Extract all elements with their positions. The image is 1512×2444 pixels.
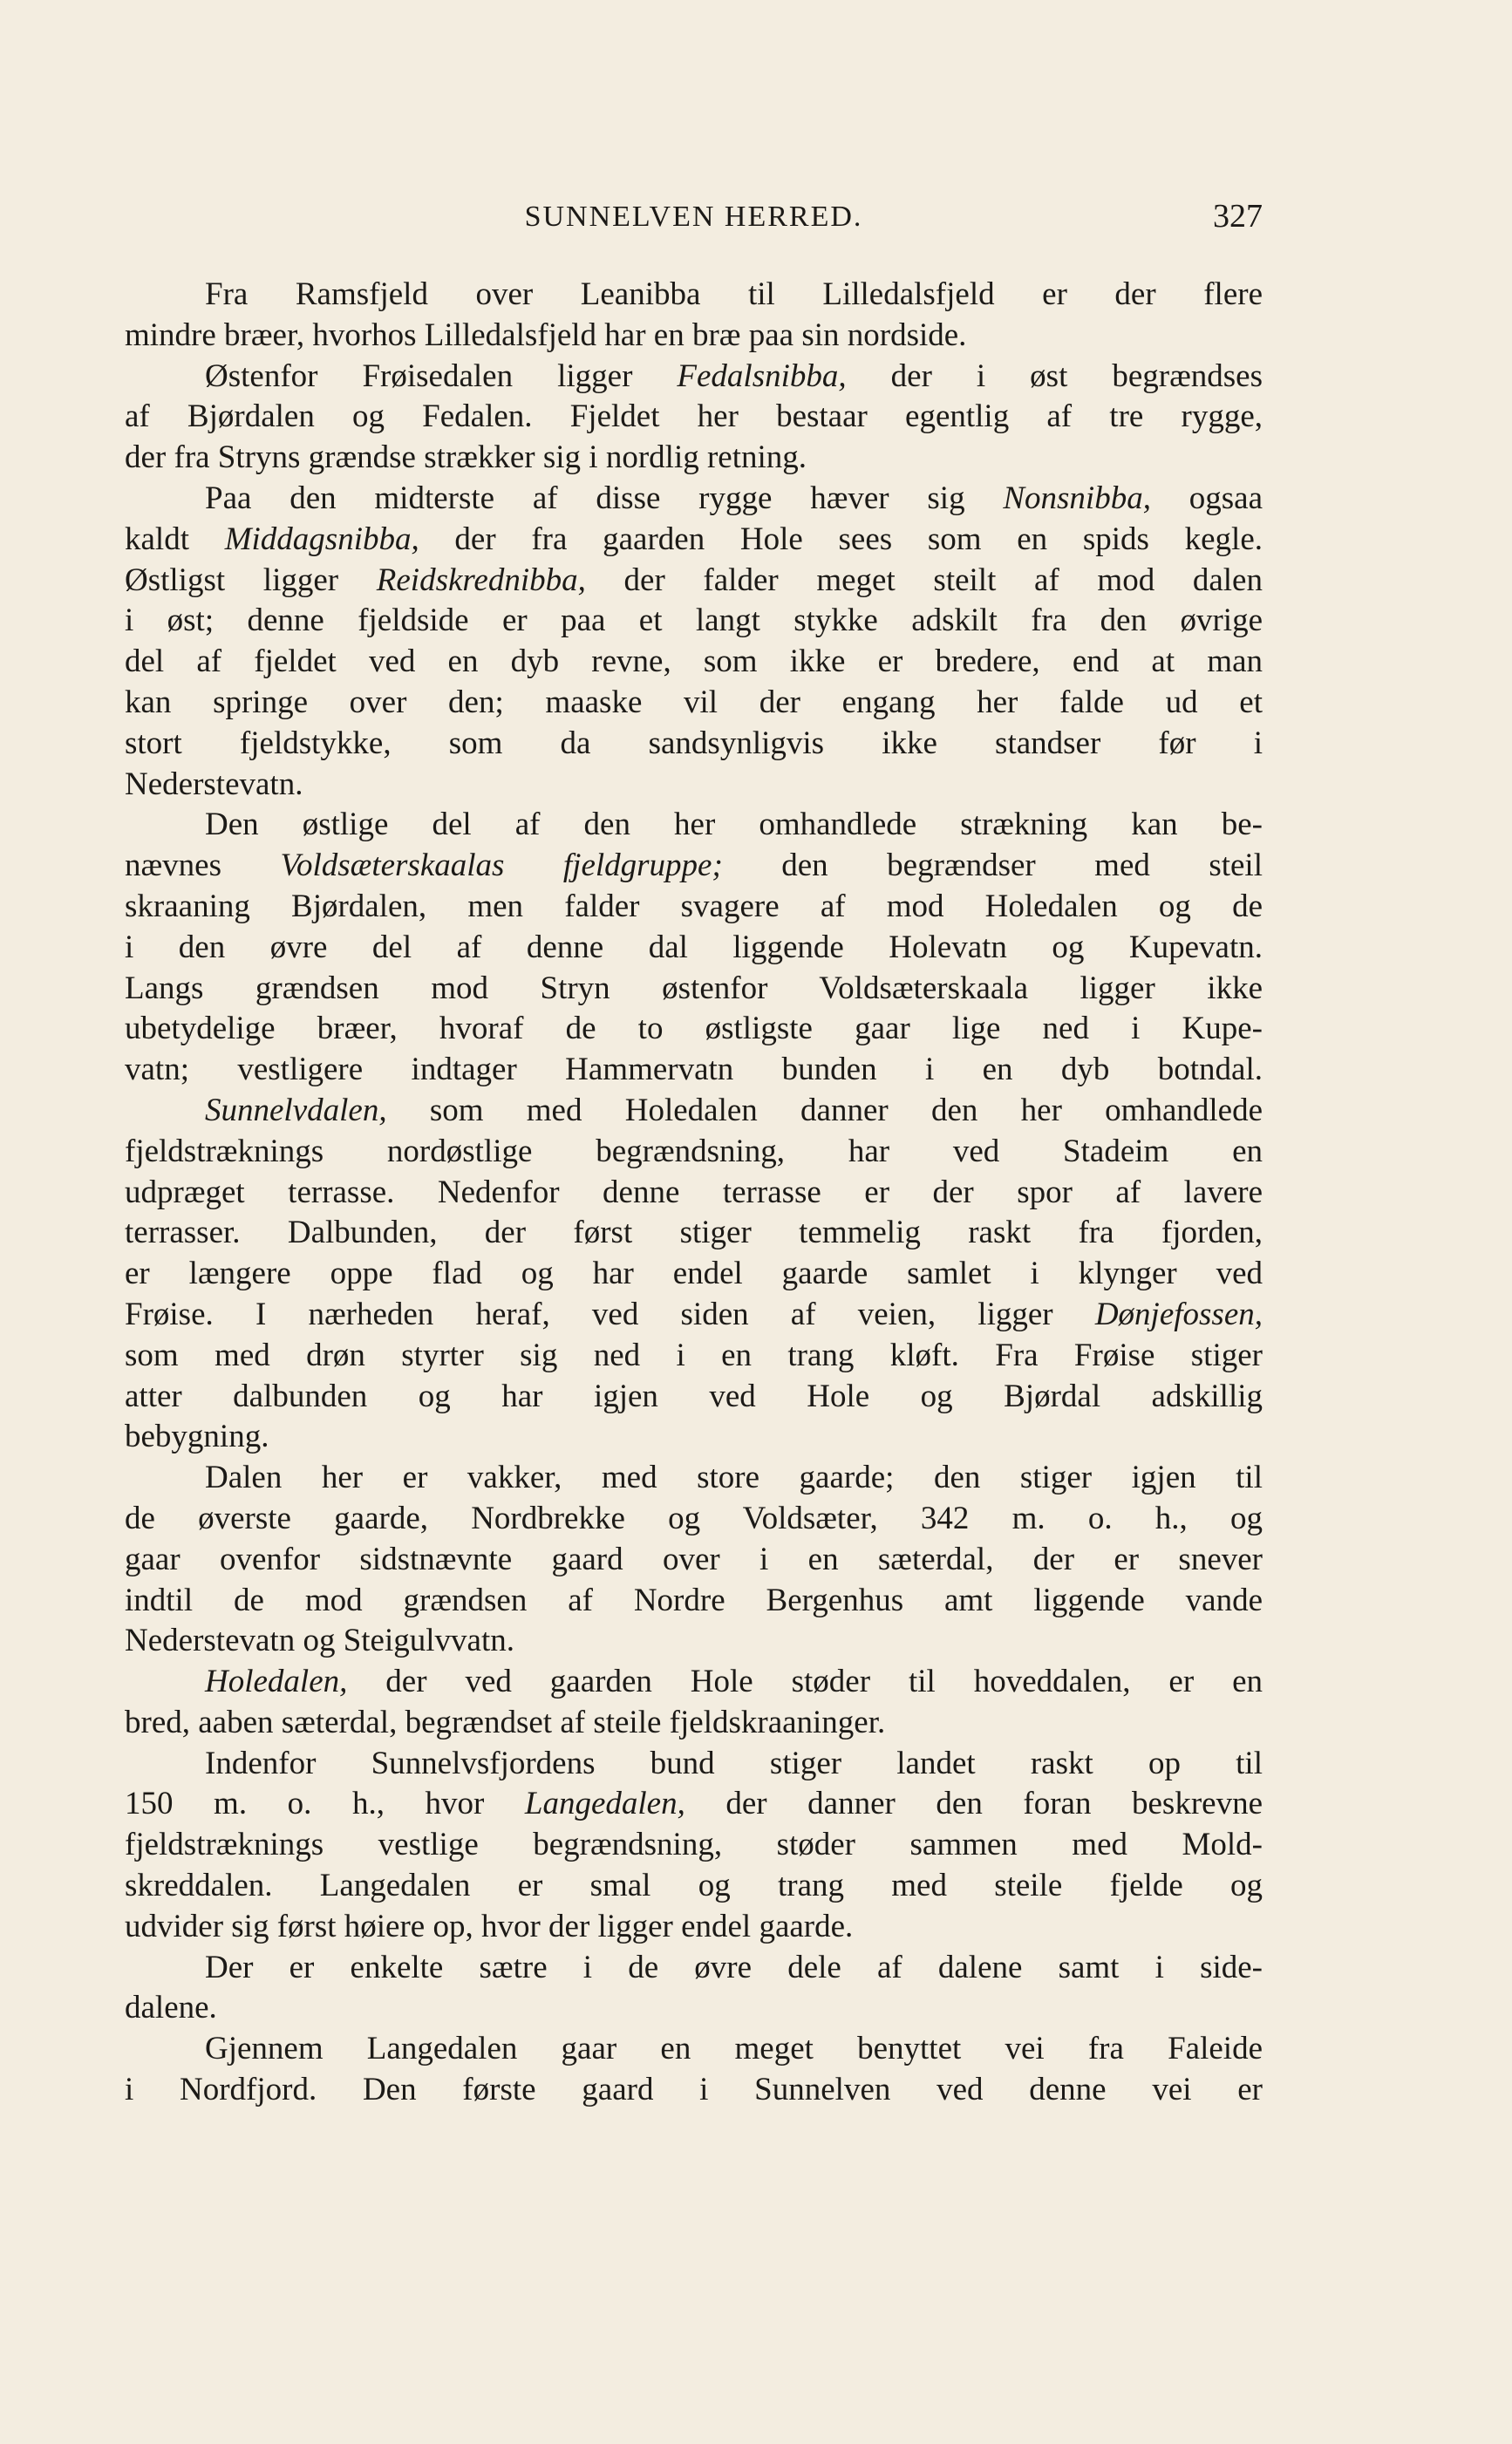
text-line	[125, 438, 1263, 479]
text-segment: del af fjeldet ved en dyb revne, som ikke er bredere, end at man	[125, 643, 1263, 680]
text-segment: der ved gaarden Hole støder til hoveddalen, er en	[347, 1664, 1263, 1700]
text-line	[125, 357, 1263, 398]
text-line	[125, 1744, 1263, 1785]
text-segment: Dalen her er vakker, med store gaarde; den stiger igjen til	[205, 1460, 1263, 1496]
text-line	[125, 275, 1263, 316]
italic-place-name: Dønjefossen,	[1094, 1296, 1263, 1332]
text-segment: terrasser. Dalbunden, der først stiger temmelig raskt fra fjorden,	[125, 1215, 1263, 1251]
text-segment: som med drøn styrter sig ned i en trang kløft. Fra Frøise stiger	[125, 1337, 1263, 1373]
text-line	[125, 805, 1263, 846]
text-segment: atter dalbunden og har igjen ved Hole og Bjørdal adskillig	[125, 1378, 1263, 1414]
text-segment: Frøise. I nærheden heraf, ved siden af veien, ligger	[125, 1296, 1095, 1332]
text-line	[125, 1662, 1263, 1703]
text-segment: skraaning Bjørdalen, men falder svagere af mod Holedalen og de	[125, 888, 1263, 924]
italic-place-name: Reidskrednibba,	[376, 562, 586, 598]
page-header	[125, 197, 1263, 241]
text-segment: Fra Ramsfjeld over Leanibba til Lilledalsfjeld er der flere	[205, 276, 1263, 312]
text-line	[125, 1784, 1263, 1825]
text-line	[125, 765, 1263, 806]
text-segment: Den østlige del af den her omhandlede strækning kan be-	[205, 807, 1263, 843]
text-line	[125, 1295, 1263, 1336]
text-segment: indtil de mod grændsen af Nordre Bergenhus amt liggende vande	[125, 1582, 1263, 1618]
text-segment: dalene.	[125, 1990, 217, 2026]
text-line	[125, 1458, 1263, 1499]
text-segment: skreddalen. Langedalen er smal og trang med steile fjelde og	[125, 1868, 1263, 1904]
text-line	[125, 1132, 1263, 1173]
text-line	[125, 1621, 1263, 1662]
text-segment: Paa den midterste af disse rygge hæver sig	[205, 480, 1004, 516]
text-segment: som med Holedalen danner den her omhandlede	[386, 1092, 1263, 1128]
text-segment: ubetydelige bræer, hvoraf de to østligste gaar lige ned i Kupe-	[125, 1011, 1263, 1047]
text-line	[125, 1213, 1263, 1254]
text-line	[125, 1540, 1263, 1581]
text-segment: udpræget terrasse. Nedenfor denne terrasse er der spor af lavere	[125, 1174, 1263, 1210]
text-segment: kaldt	[125, 521, 225, 557]
text-segment: der fra gaarden Hole sees som en spids kegle.	[419, 521, 1263, 557]
text-line	[125, 1948, 1263, 1989]
text-line	[125, 642, 1263, 683]
text-segment: stort fjeldstykke, som da sandsynligvis ikke standser før i	[125, 725, 1263, 761]
text-segment: gaar ovenfor sidstnævnte gaard over i en sæterdal, der er snever	[125, 1541, 1263, 1577]
text-segment: ogsaa	[1150, 480, 1263, 516]
text-segment: Østligst ligger	[125, 562, 377, 598]
text-segment: bred, aaben sæterdal, begrændset af steile fjeldskraaninger.	[125, 1704, 886, 1740]
text-line	[125, 683, 1263, 724]
text-segment: i øst; denne fjeldside er paa et langt stykke adskilt fra den øvrige	[125, 602, 1263, 639]
text-line	[125, 601, 1263, 642]
text-line	[125, 316, 1263, 357]
text-line	[125, 1173, 1263, 1214]
text-line	[125, 1907, 1263, 1948]
text-segment: der fra Stryns grændse strækker sig i nordlig retning.	[125, 439, 807, 476]
text-segment: vatn; vestligere indtager Hammervatn bunden i en dyb botndal.	[125, 1052, 1263, 1088]
text-line	[125, 1336, 1263, 1377]
text-segment: Der er enkelte sætre i de øvre dele af dalene samt i side-	[205, 1949, 1263, 1985]
text-segment: Nederstevatn.	[125, 766, 303, 802]
text-line	[125, 928, 1263, 969]
text-line	[125, 1377, 1263, 1418]
text-line	[125, 561, 1263, 602]
text-line	[125, 1825, 1263, 1866]
italic-place-name: Holedalen,	[205, 1664, 348, 1700]
text-line	[125, 397, 1263, 438]
text-line	[125, 969, 1263, 1010]
text-line	[125, 1417, 1263, 1458]
text-segment: er længere oppe flad og har endel gaarde samlet i klynger ved	[125, 1256, 1263, 1292]
text-line	[125, 724, 1263, 765]
text-line	[125, 1581, 1263, 1622]
running-head: SUNNELVEN HERRED.	[524, 201, 863, 233]
text-segment: der falder meget steilt af mod dalen	[585, 562, 1263, 598]
text-segment: den begrændser med steil	[722, 848, 1263, 884]
text-segment: Nederstevatn og Steigulvvatn.	[125, 1623, 514, 1659]
italic-place-name: Sunnelvdalen,	[205, 1092, 387, 1128]
text-segment: nævnes	[125, 848, 281, 884]
text-segment: fjeldstræknings vestlige begrændsning, støder sammen med Mold-	[125, 1827, 1263, 1863]
text-line	[125, 2029, 1263, 2070]
text-line	[125, 1703, 1263, 1744]
text-line	[125, 1866, 1263, 1907]
text-line	[125, 2070, 1263, 2111]
text-segment: der danner den foran beskrevne	[684, 1786, 1263, 1822]
text-line	[125, 1499, 1263, 1540]
text-segment: i den øvre del af denne dal liggende Holevatn og Kupevatn.	[125, 929, 1263, 965]
text-segment: Indenfor Sunnelvsfjordens bund stiger landet raskt op til	[205, 1745, 1263, 1781]
italic-place-name: Middagsnibba,	[224, 521, 419, 557]
text-line	[125, 1009, 1263, 1050]
text-segment: i Nordfjord. Den første gaard i Sunnelven ved denne vei er	[125, 2072, 1263, 2108]
text-line	[125, 1988, 1263, 2029]
text-line	[125, 479, 1263, 520]
text-line	[125, 1091, 1263, 1132]
body-text	[125, 275, 1263, 2111]
text-segment: bebygning.	[125, 1419, 269, 1455]
text-line	[125, 1254, 1263, 1295]
text-segment: fjeldstræknings nordøstlige begrændsning, har ved Stadeim en	[125, 1133, 1263, 1169]
text-line	[125, 1050, 1263, 1091]
text-segment: de øverste gaarde, Nordbrekke og Voldsæter, 342 m. o. h., og	[125, 1500, 1263, 1536]
text-segment: kan springe over den; maaske vil der engang her falde ud et	[125, 684, 1263, 720]
text-segment: Gjennem Langedalen gaar en meget benyttet vei fra Faleide	[205, 2031, 1263, 2067]
text-segment: 150 m. o. h., hvor	[125, 1786, 525, 1822]
text-segment: udvider sig først høiere op, hvor der ligger endel gaarde.	[125, 1908, 854, 1944]
italic-place-name: Nonsnibba,	[1003, 480, 1151, 516]
page-number: 327	[1213, 198, 1263, 235]
italic-place-name: Fedalsnibba,	[677, 357, 847, 394]
text-segment: af Bjørdalen og Fedalen. Fjeldet her bestaar egentlig af tre rygge,	[125, 398, 1263, 435]
text-segment: Langs grændsen mod Stryn østenfor Voldsæterskaala ligger ikke	[125, 970, 1263, 1006]
text-line	[125, 846, 1263, 887]
text-segment: der i øst begrændses	[846, 357, 1263, 394]
italic-place-name: Langedalen,	[524, 1786, 685, 1822]
text-line	[125, 520, 1263, 561]
text-segment: mindre bræer, hvorhos Lilledalsfjeld har en bræ paa sin nordside.	[125, 317, 967, 353]
text-segment: Østenfor Frøisedalen ligger	[205, 357, 678, 394]
text-line	[125, 887, 1263, 928]
italic-place-name: Voldsæterskaalas fjeldgruppe;	[280, 848, 723, 884]
